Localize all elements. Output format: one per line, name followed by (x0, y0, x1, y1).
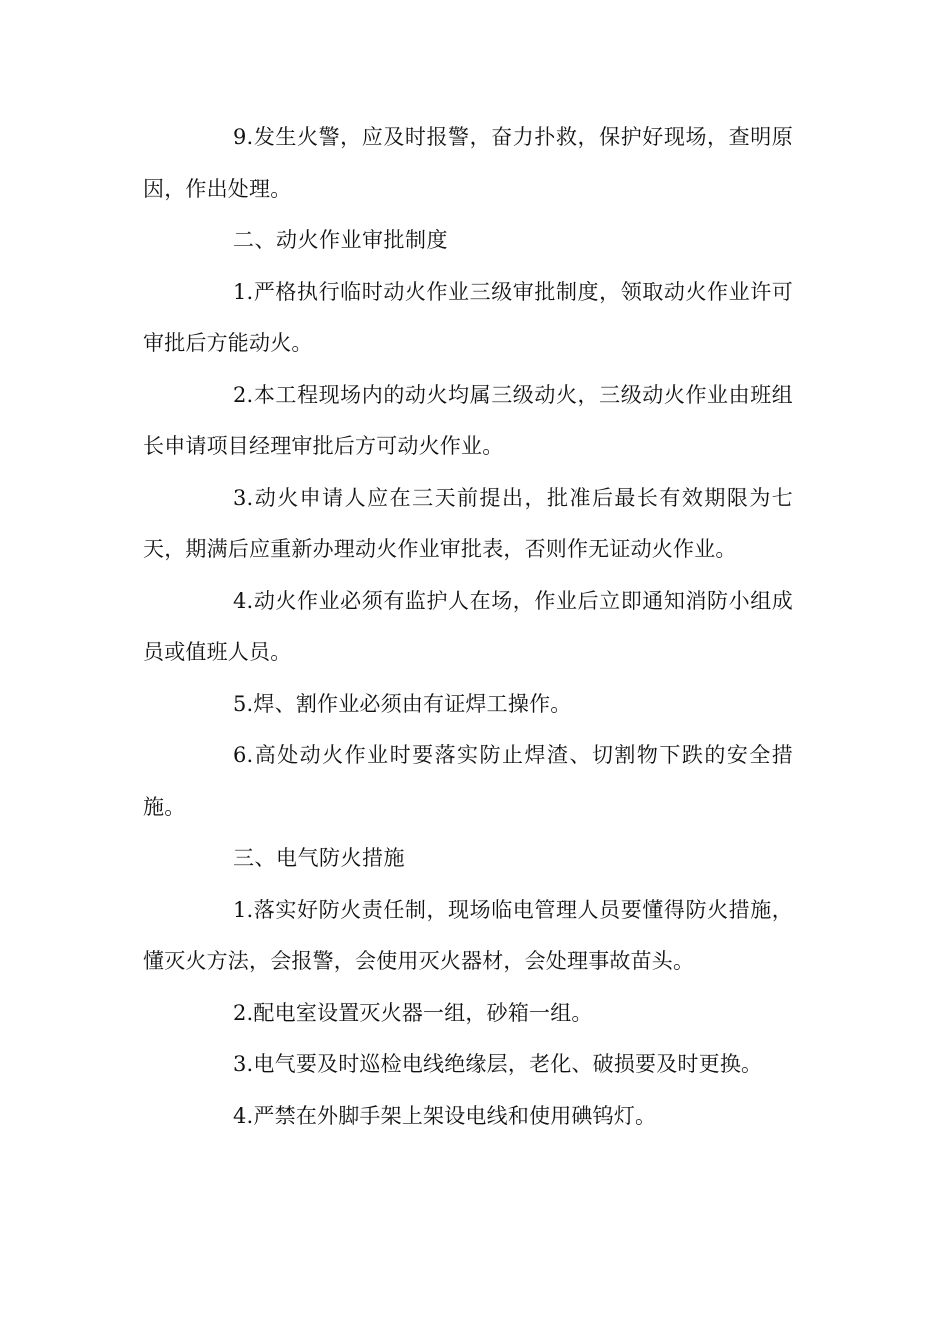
paragraph-scaffold-wiring-ban: 4.严禁在外脚手架上架设电线和使用碘钨灯。 (233, 1103, 657, 1128)
paragraph-site-hot-work-level: 2.本工程现场内的动火均属三级动火，三级动火作业由班组长申请项目经理审批后方可动火作业。 (143, 382, 793, 458)
section-heading-electrical-fire-prevention: 三、电气防火措施 (233, 846, 405, 870)
paragraph-certified-welder: 5.焊、割作业必须由有证焊工操作。 (233, 691, 572, 716)
paragraph-high-altitude-measures: 6.高处动火作业时要落实防止焊渣、切割物下跌的安全措施。 (143, 743, 793, 819)
paragraph-distribution-room-equipment: 2.配电室设置灭火器一组，砂箱一组。 (233, 1000, 593, 1025)
section-heading-hot-work-approval: 二、动火作业审批制度 (233, 228, 448, 252)
paragraph-responsibility-system: 1.落实好防火责任制，现场临电管理人员要懂得防火措施，懂灭火方法，会报警，会使用灭火器材，会处理事故苗头。 (143, 897, 793, 973)
paragraph-application-validity: 3.动火申请人应在三天前提出，批准后最长有效期限为七天，期满后应重新办理动火作业审批表，否则作无证动火作业。 (143, 485, 793, 561)
paragraph-wire-inspection: 3.电气要及时巡检电线绝缘层，老化、破损要及时更换。 (233, 1052, 763, 1076)
document-body (143, 112, 793, 1142)
paragraph-fire-alarm: 9.发生火警，应及时报警，奋力扑救，保护好现场，查明原因，作出处理。 (143, 125, 793, 201)
paragraph-supervisor-required: 4.动火作业必须有监护人在场，作业后立即通知消防小组成员或值班人员。 (143, 588, 793, 664)
paragraph-three-level-approval: 1.严格执行临时动火作业三级审批制度，领取动火作业许可审批后方能动火。 (143, 279, 793, 355)
